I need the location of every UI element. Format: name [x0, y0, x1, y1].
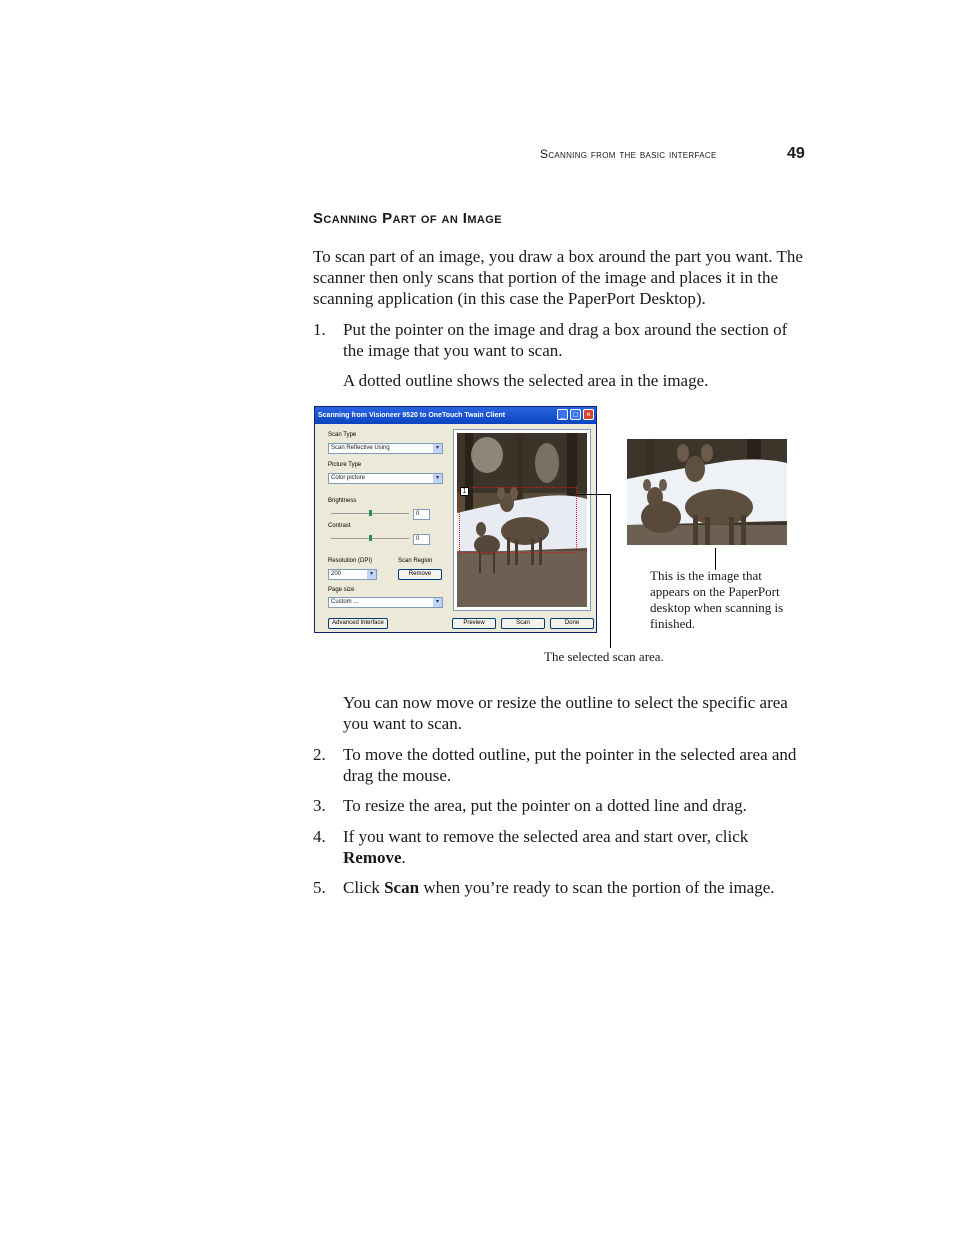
- dialog-title: Scanning from Visioneer 9520 to OneTouch Twain Client: [318, 412, 506, 419]
- brightness-input[interactable]: 0: [413, 509, 430, 520]
- after-figure-paragraph: You can now move or resize the outline to select the specific area you want to scan.: [343, 693, 788, 733]
- minimize-icon[interactable]: _: [557, 409, 568, 420]
- preview-button[interactable]: Preview: [452, 618, 496, 629]
- section-title: Scanning Part of an Image: [313, 210, 502, 227]
- scan-type-select[interactable]: Scan Reflective Using ▾: [328, 443, 443, 454]
- chevron-down-icon: ▾: [433, 598, 442, 607]
- step-text: Put the pointer on the image and drag a box around the section of the image that you want to scan.: [343, 320, 788, 360]
- step-1: [313, 319, 809, 361]
- chevron-down-icon: ▾: [433, 444, 442, 453]
- callout-line-selected-horizontal: [577, 494, 611, 495]
- step-5: [313, 877, 809, 898]
- step-number: 5.: [313, 878, 326, 897]
- selection-outline[interactable]: [459, 487, 577, 553]
- brightness-label: Brightness: [328, 498, 357, 504]
- step-number: 2.: [313, 745, 326, 764]
- step-4: [313, 826, 809, 868]
- maximize-icon[interactable]: □: [570, 409, 581, 420]
- scan-keyword: Scan: [384, 878, 420, 897]
- callout-result-text: This is the image that appears on the PaperPort desktop when scanning is finished.: [650, 568, 784, 631]
- done-button[interactable]: Done: [550, 618, 594, 629]
- intro-paragraph: To scan part of an image, you draw a box around the part you want. The scanner then only scans that portion of the image and places it in the scanning application (in this case the PaperPort Desktop).: [313, 247, 803, 308]
- contrast-slider-thumb[interactable]: [369, 535, 372, 541]
- step-text: To move the dotted outline, put the pointer in the selected area and drag the mouse.: [343, 745, 797, 785]
- running-head: Scanning from the basic interface: [540, 147, 717, 161]
- advanced-interface-button[interactable]: Advanced Interface: [328, 618, 388, 629]
- chevron-down-icon: ▾: [433, 474, 442, 483]
- resolution-select[interactable]: 200 ▾: [328, 569, 377, 580]
- scan-type-label: Scan Type: [328, 432, 357, 438]
- scan-region-label: Scan Region: [398, 558, 433, 564]
- chevron-down-icon: ▾: [367, 570, 376, 579]
- page-number: 49: [787, 145, 805, 162]
- remove-button[interactable]: Remove: [398, 569, 442, 580]
- deer-photo-result: [627, 439, 787, 545]
- result-photo: [627, 439, 787, 545]
- step-2: [313, 744, 809, 786]
- step-text: To resize the area, put the pointer on a dotted line and drag.: [343, 796, 747, 815]
- contrast-label: Contrast: [328, 523, 351, 529]
- page-size-label: Page size: [328, 587, 355, 593]
- resolution-label: Resolution (DPI): [328, 558, 373, 564]
- step-number: 1.: [313, 320, 326, 339]
- step-3: [313, 795, 809, 816]
- step-number: 3.: [313, 796, 326, 815]
- callout-line-result: [715, 548, 716, 570]
- step-text: If you want to remove the selected area and start over, click Remove.: [343, 827, 749, 867]
- preview-pane[interactable]: [453, 429, 591, 611]
- selection-number-badge: 1: [460, 487, 469, 496]
- close-icon[interactable]: ×: [583, 409, 594, 420]
- remove-keyword: Remove: [343, 848, 402, 867]
- brightness-slider-thumb[interactable]: [369, 510, 372, 516]
- picture-type-select[interactable]: Color picture ▾: [328, 473, 443, 484]
- callout-selected-text: The selected scan area.: [544, 649, 664, 664]
- step-1-note: A dotted outline shows the selected area in the image.: [343, 371, 709, 390]
- picture-type-label: Picture Type: [328, 462, 362, 468]
- scan-dialog: [314, 406, 597, 633]
- scan-button[interactable]: Scan: [501, 618, 545, 629]
- callout-line-selected-vertical: [610, 494, 611, 648]
- step-text: Click Scan when you’re ready to scan the portion of the image.: [343, 878, 775, 897]
- dialog-titlebar: [315, 407, 596, 424]
- step-number: 4.: [313, 827, 326, 846]
- contrast-input[interactable]: 0: [413, 534, 430, 545]
- page-size-select[interactable]: Custom ... ▾: [328, 597, 443, 608]
